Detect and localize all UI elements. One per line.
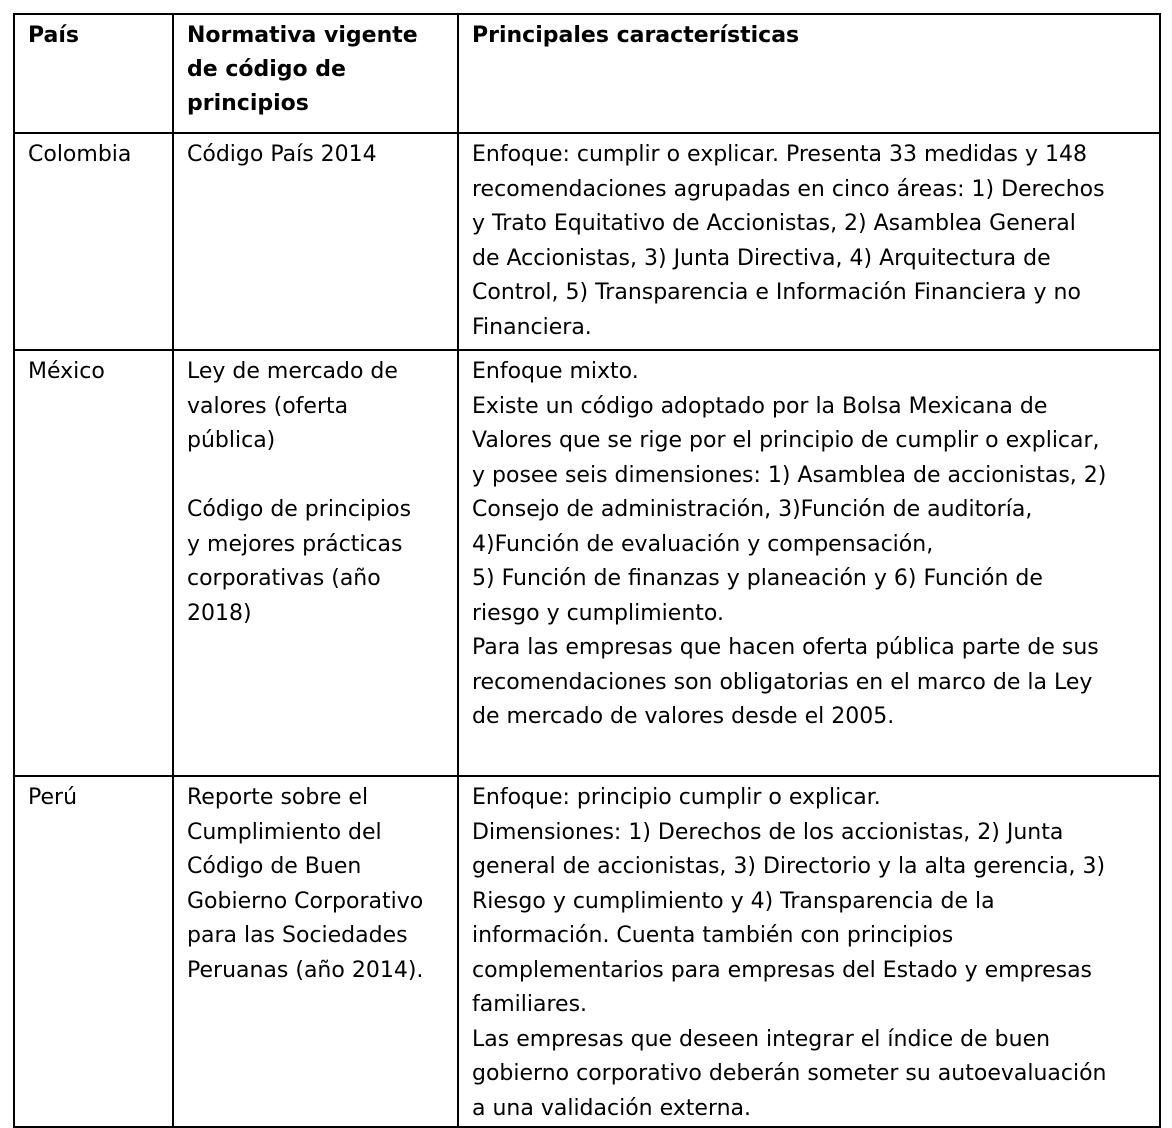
header-pais-text: País bbox=[28, 23, 80, 48]
cell-normativa-colombia bbox=[173, 133, 458, 350]
caracteristicas-line: Riesgo y cumplimiento y 4) Transparencia de la bbox=[472, 888, 995, 914]
caracteristicas-line: Para las empresas que hacen oferta pública parte de sus bbox=[472, 635, 1099, 660]
normativa-line: y mejores prácticas bbox=[187, 531, 403, 557]
normativa-line: corporativas (año bbox=[187, 566, 381, 591]
normativa-line: Peruanas (año 2014). bbox=[187, 957, 424, 983]
cell-normativa-peru bbox=[173, 776, 458, 1127]
header-caracteristicas bbox=[458, 14, 1160, 133]
caracteristicas-line: general de accionistas, 3) Directorio y la alta gerencia, 3) bbox=[472, 854, 1106, 879]
caracteristicas-line: familiares. bbox=[472, 992, 588, 1017]
header-pais bbox=[14, 14, 173, 133]
governance-codes-table bbox=[13, 13, 1161, 1128]
normativa-line: Código de principios bbox=[187, 497, 412, 522]
caracteristicas-line: y Trato Equitativo de Accionistas, 2) Asamblea General bbox=[472, 211, 1076, 236]
caracteristicas-line: Existe un código adoptado por la Bolsa Mexicana de bbox=[472, 393, 1048, 419]
caracteristicas-line: a una validación externa. bbox=[472, 1095, 752, 1121]
cell-pais-peru bbox=[14, 776, 173, 1127]
normativa-line: para las Sociedades bbox=[187, 923, 408, 948]
cell-caracteristicas-colombia bbox=[458, 133, 1160, 350]
caracteristicas-line: 5) Función de finanzas y planeación y 6) Función de bbox=[472, 566, 1043, 591]
caracteristicas-line: de Accionistas, 3) Junta Directiva, 4) Arquitectura de bbox=[472, 245, 1051, 271]
caracteristicas-line: Enfoque: principio cumplir o explicar. bbox=[472, 785, 881, 810]
table-row-mexico bbox=[14, 350, 1160, 776]
header-normativa-line: Normativa vigente bbox=[187, 23, 418, 48]
normativa-line: pública) bbox=[187, 428, 276, 453]
caracteristicas-line: Enfoque: cumplir o explicar. Presenta 33 medidas y 148 bbox=[472, 142, 1087, 167]
normativa-line: Código País 2014 bbox=[187, 142, 377, 167]
paragraph-gap bbox=[187, 459, 445, 494]
caracteristicas-line: Las empresas que deseen integrar el índice de buen bbox=[472, 1026, 1051, 1052]
caracteristicas-line: de mercado de valores desde el 2005. bbox=[472, 704, 895, 729]
caracteristicas-line: recomendaciones son obligatorias en el marco de la Ley bbox=[472, 669, 1093, 695]
caracteristicas-line: Financiera. bbox=[472, 314, 592, 340]
cell-caracteristicas-peru bbox=[458, 776, 1160, 1127]
caracteristicas-line: Control, 5) Transparencia e Información Financiera y no bbox=[472, 280, 1081, 305]
caracteristicas-line: riesgo y cumplimiento. bbox=[472, 600, 724, 626]
caracteristicas-line: complementarios para empresas del Estado y empresas bbox=[472, 957, 1093, 983]
caracteristicas-line: Enfoque mixto. bbox=[472, 359, 639, 384]
caracteristicas-line: información. Cuenta también con principios bbox=[472, 923, 954, 948]
header-normativa bbox=[173, 14, 458, 133]
header-caracteristicas-text: Principales características bbox=[472, 23, 800, 48]
pais-peru: Perú bbox=[28, 785, 78, 810]
cell-normativa-mexico bbox=[173, 350, 458, 776]
pais-colombia: Colombia bbox=[28, 142, 132, 167]
normativa-line: Código de Buen bbox=[187, 854, 362, 879]
pais-mexico: México bbox=[28, 359, 105, 384]
normativa-line: Reporte sobre el bbox=[187, 785, 369, 810]
normativa-line: valores (oferta bbox=[187, 393, 349, 419]
caracteristicas-line: 4)Función de evaluación y compensación, bbox=[472, 531, 934, 557]
table-header-row bbox=[14, 14, 1160, 133]
caracteristicas-line: gobierno corporativo deberán someter su autoevaluación bbox=[472, 1061, 1107, 1086]
table-row-peru bbox=[14, 776, 1160, 1127]
header-normativa-line: principios bbox=[187, 91, 309, 116]
normativa-line: Ley de mercado de bbox=[187, 359, 398, 384]
cell-caracteristicas-mexico bbox=[458, 350, 1160, 776]
caracteristicas-line: Valores que se rige por el principio de cumplir o explicar, bbox=[472, 428, 1100, 453]
header-normativa-line: de código de bbox=[187, 57, 346, 82]
normativa-line: Cumplimiento del bbox=[187, 819, 382, 845]
caracteristicas-line: Dimensiones: 1) Derechos de los accionistas, 2) Junta bbox=[472, 819, 1064, 845]
cell-pais-colombia bbox=[14, 133, 173, 350]
caracteristicas-line: y posee seis dimensiones: 1) Asamblea de accionistas, 2) bbox=[472, 462, 1107, 488]
caracteristicas-line: recomendaciones agrupadas en cinco áreas: 1) Derechos bbox=[472, 176, 1105, 202]
normativa-line: 2018) bbox=[187, 600, 252, 626]
normativa-line: Gobierno Corporativo bbox=[187, 888, 424, 914]
table-row-colombia bbox=[14, 133, 1160, 350]
caracteristicas-line: Consejo de administración, 3)Función de auditoría, bbox=[472, 497, 1033, 522]
cell-pais-mexico bbox=[14, 350, 173, 776]
